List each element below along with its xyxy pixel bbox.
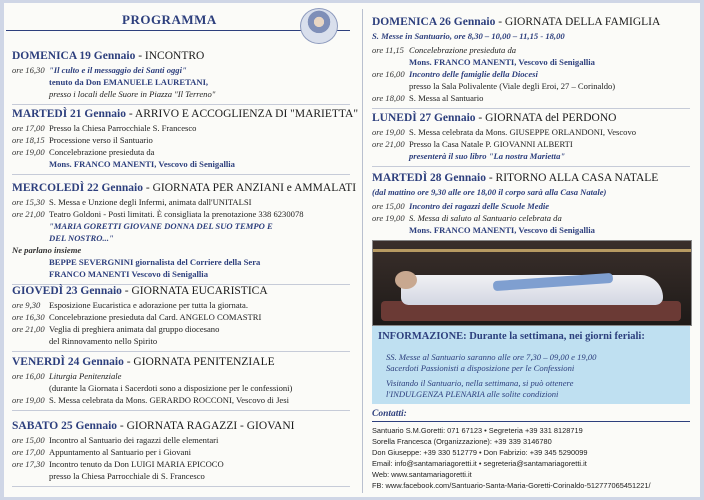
row-time: ore 16,30 [12, 65, 45, 75]
relic-photo [372, 240, 692, 326]
schedule-row [12, 371, 121, 381]
contact-line: Web: www.santamariagoretti.it [372, 470, 472, 479]
row-time: ore 15,00 [12, 435, 45, 445]
row-time: ore 9,30 [12, 300, 41, 310]
schedule-row [372, 81, 615, 91]
row-time: ore 17,30 [12, 459, 45, 469]
schedule-row [12, 135, 153, 145]
schedule-row [372, 127, 636, 137]
row-text: Presso la Chiesa Parrocchiale S. Francesco [49, 123, 197, 133]
row-time: ore 17,00 [12, 123, 45, 133]
day-subtitle: S. Messe in Santuario, ore 8,30 – 10,00 – 11,15 - 18,00 [372, 31, 565, 41]
schedule-row [372, 151, 565, 161]
schedule-row [12, 77, 208, 87]
row-text: S. Messa di saluto al Santuario celebrata da [409, 213, 562, 223]
row-text: (durante la Giornata i Sacerdoti sono a disposizione per le confessioni) [49, 383, 293, 393]
row-text: Incontro dei ragazzi delle Scuole Medie [409, 201, 550, 211]
row-text: Concelebrazione presieduta da [409, 45, 517, 55]
row-text: Appuntamento al Santuario per i Giovani [49, 447, 192, 457]
schedule-row [12, 324, 219, 334]
schedule-row [12, 257, 260, 267]
contact-line: Sorella Francesca (Organizzazione): +39 339 3146780 [372, 437, 552, 446]
day-theme: - INCONTRO [135, 50, 205, 62]
schedule-row [12, 336, 157, 346]
section-separator [12, 351, 350, 352]
schedule-row [12, 197, 252, 207]
row-time: ore 19,00 [12, 395, 45, 405]
day-theme: - ARRIVO E ACCOGLIENZA DI "MARIETTA" [125, 108, 359, 120]
row-time: ore 18,15 [12, 135, 45, 145]
section-separator [12, 486, 350, 487]
schedule-row [12, 471, 205, 481]
schedule-row [372, 69, 538, 79]
row-text: S. Messa celebrata da Mons. GIUSEPPE ORLANDONI, Vescovo [409, 127, 637, 137]
row-time: ore 11,15 [372, 45, 404, 55]
row-text: FRANCO MANENTI Vescovo di Senigallia [49, 269, 208, 279]
programma-title: PROGRAMMA [122, 12, 217, 27]
day-date: MARTEDÌ 21 Gennaio [12, 108, 126, 120]
row-text: Incontro tenuto da Don LUIGI MARIA EPICOCO [49, 459, 224, 469]
day-heading [12, 420, 294, 432]
photo-face [395, 271, 417, 289]
schedule-row [12, 459, 224, 469]
info-box [372, 326, 690, 404]
row-text: Veglia di preghiera animata dal gruppo diocesano [49, 324, 220, 334]
day-theme: - GIORNATA RAGAZZI - GIOVANI [117, 420, 295, 432]
row-text: DEL NOSTRO..." [49, 233, 114, 243]
contact-line: Santuario S.M.Goretti: 071 67123 • Segreteria +39 331 8128719 [372, 426, 583, 435]
photo-rail [373, 249, 691, 252]
day-theme: - GIORNATA PER ANZIANI e AMMALATI [143, 182, 357, 194]
title-rule [6, 30, 350, 31]
schedule-row [12, 89, 215, 99]
row-time: ore 21,00 [372, 139, 405, 149]
day-heading [12, 108, 358, 120]
row-text: Mons. FRANCO MANENTI, Vescovo di Senigallia [409, 225, 595, 235]
schedule-row [12, 383, 292, 393]
schedule-row [12, 395, 289, 405]
row-time: ore 16,00 [372, 69, 405, 79]
day-theme: - GIORNATA EUCARISTICA [121, 285, 268, 297]
info-heading: INFORMAZIONE: Durante la settimana, nei giorni feriali: [378, 331, 645, 342]
row-text: Teatro Goldoni - Posti limitati. È consigliata la prenotazione 338 6230078 [49, 209, 304, 219]
row-text: S. Messa al Santuario [409, 93, 484, 103]
contact-line: FB: www.facebook.com/Santuario-Santa-Maria-Goretti-Corinaldo-512777065451221/ [372, 481, 651, 490]
saint-logo-icon [300, 8, 338, 44]
schedule-row [12, 269, 208, 279]
schedule-row [12, 300, 248, 310]
section-separator [372, 166, 690, 167]
schedule-row [12, 65, 187, 75]
day-theme: - GIORNATA PENITENZIALE [123, 356, 275, 368]
day-date: LUNEDÌ 27 Gennaio [372, 112, 476, 124]
row-text: Mons. FRANCO MANENTI, Vescovo di Senigallia [409, 57, 595, 67]
day-date: MERCOLEDÌ 22 Gennaio [12, 182, 143, 194]
schedule-row [372, 201, 549, 211]
row-text: Mons. FRANCO MANENTI, Vescovo di Senigallia [49, 159, 235, 169]
day-heading [12, 285, 268, 297]
row-text: presso i locali delle Suore in Piazza "Il Terreno" [49, 89, 216, 99]
schedule-row [372, 45, 516, 55]
row-text: Processione verso il Santuario [49, 135, 153, 145]
schedule-row [12, 209, 304, 219]
row-time: ore 15,00 [372, 201, 405, 211]
row-text: del Rinnovamento nello Spirito [49, 336, 158, 346]
row-text: BEPPE SEVERGNINI giornalista del Corriere della Sera [49, 257, 261, 267]
info-line: l'INDULGENZA PLENARIA alle solite condizioni [386, 389, 559, 399]
schedule-row [372, 213, 562, 223]
info-line: SS. Messe al Santuario saranno alle ore 7,30 – 09,00 e 19,00 [386, 352, 597, 362]
section-separator [12, 410, 350, 411]
schedule-row [12, 245, 81, 255]
contacts-rule [372, 421, 690, 422]
schedule-row [372, 225, 595, 235]
contacts-title: Contatti: [372, 409, 407, 419]
section-separator [372, 108, 690, 109]
row-time: ore 21,00 [12, 324, 45, 334]
row-text: Concelebrazione presieduta da [49, 147, 155, 157]
day-heading [12, 50, 204, 62]
schedule-row [12, 312, 261, 322]
row-time: Ne parlano insieme [12, 245, 82, 255]
row-time: ore 18,00 [372, 93, 405, 103]
row-text: Presso la Casa Natale P. GIOVANNI ALBERTI [409, 139, 573, 149]
day-heading [372, 112, 616, 124]
row-text: presso la Chiesa Parrocchiale di S. Francesco [49, 471, 205, 481]
schedule-row [12, 221, 273, 231]
row-text: tenuto da Don EMANUELE LAURETANI, [49, 77, 209, 87]
day-date: GIOVEDÌ 23 Gennaio [12, 285, 122, 297]
section-separator [12, 174, 350, 175]
row-time: ore 19,00 [372, 213, 405, 223]
schedule-row [12, 123, 196, 133]
row-time: ore 16,30 [12, 312, 45, 322]
row-text: "Il culto e il messaggio dei Santi oggi" [49, 65, 187, 75]
row-text: Liturgia Penitenziale [49, 371, 122, 381]
contact-line: Email: info@santamariagoretti.it • segreteria@santamariagoretti.it [372, 459, 587, 468]
day-heading [372, 16, 660, 28]
row-text: presso la Sala Polivalente (Viale degli Eroi, 27 – Corinaldo) [409, 81, 616, 91]
schedule-row [372, 57, 595, 67]
day-heading [372, 172, 658, 184]
row-time: ore 15,30 [12, 197, 45, 207]
day-date: DOMENICA 26 Gennaio [372, 16, 496, 28]
row-text: "MARIA GORETTI GIOVANE DONNA DEL SUO TEMPO E [49, 221, 273, 231]
row-time: ore 21,00 [12, 209, 45, 219]
day-heading [12, 182, 356, 194]
row-time: ore 16,00 [12, 371, 45, 381]
schedule-row [12, 233, 114, 243]
day-theme: - RITORNO ALLA CASA NATALE [485, 172, 659, 184]
day-date: DOMENICA 19 Gennaio [12, 50, 136, 62]
row-text: Esposizione Eucaristica e adorazione per tutta la giornata. [49, 300, 249, 310]
day-date: VENERDÌ 24 Gennaio [12, 356, 124, 368]
column-divider [362, 9, 363, 493]
day-date: MARTEDÌ 28 Gennaio [372, 172, 486, 184]
row-time: ore 19,00 [12, 147, 45, 157]
info-line: Sacerdoti Passionisti a disposizione per le Confessioni [386, 363, 575, 373]
row-text: Incontro delle famiglie della Diocesi [409, 69, 538, 79]
schedule-row [12, 147, 154, 157]
row-text: S. Messa celebrata da Mons. GERARDO ROCCONI, Vescovo di Jesi [49, 395, 289, 405]
row-text: Concelebrazione presieduta dal Card. ANGELO COMASTRI [49, 312, 262, 322]
schedule-row [12, 435, 218, 445]
schedule-row [12, 159, 235, 169]
row-text: S. Messa e Unzione degli Infermi, animata dall'UNITALSI [49, 197, 252, 207]
day-theme: - GIORNATA del PERDONO [475, 112, 617, 124]
day-theme: - GIORNATA DELLA FAMIGLIA [495, 16, 661, 28]
contact-line: Don Giuseppe: +39 330 512779 • Don Fabrizio: +39 345 5290099 [372, 448, 588, 457]
schedule-row [372, 93, 483, 103]
row-time: ore 17,00 [12, 447, 45, 457]
row-text: presenterà il suo libro "La nostra Marietta" [409, 151, 566, 161]
info-line: Visitando il Santuario, nella settimana, si può ottenere [386, 378, 574, 388]
row-time: ore 19,00 [372, 127, 405, 137]
day-date: SABATO 25 Gennaio [12, 420, 118, 432]
section-separator [12, 104, 350, 105]
row-text: Incontro al Santuario dei ragazzi delle elementari [49, 435, 219, 445]
day-heading [12, 356, 275, 368]
day-subtitle: (dal mattino ore 9,30 alle ore 18,00 il corpo sarà alla Casa Natale) [372, 187, 607, 197]
schedule-row [372, 139, 573, 149]
schedule-row [12, 447, 191, 457]
